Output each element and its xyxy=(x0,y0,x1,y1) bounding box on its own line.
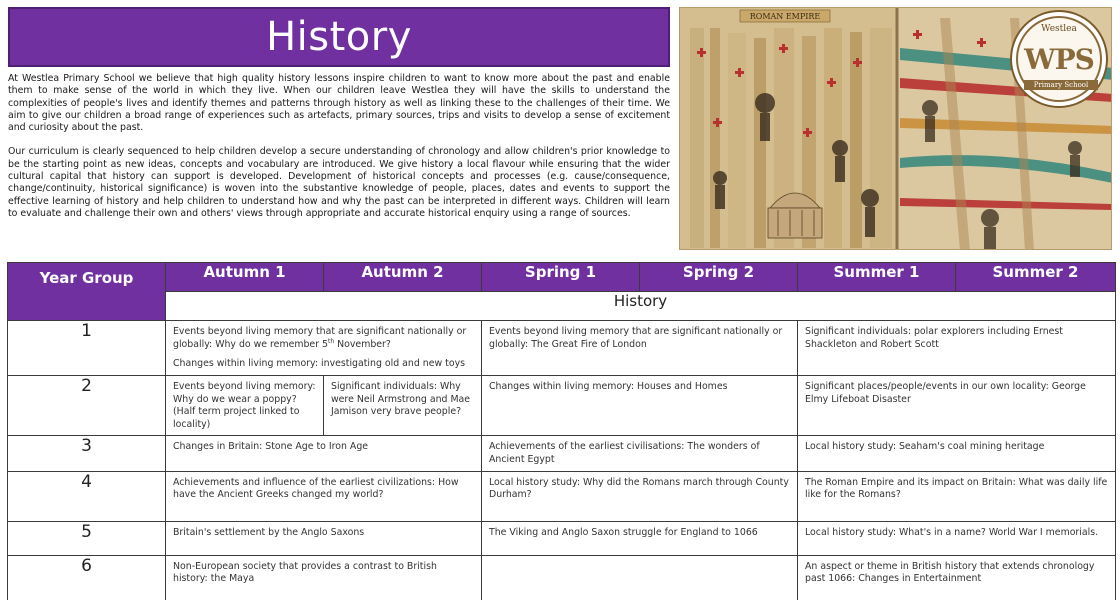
spring-cell: Events beyond living memory that are significant nationally or globally: The Great Fire of London xyxy=(482,321,798,376)
header-year-group: Year Group xyxy=(8,263,166,321)
autumn-2-cell: Significant individuals: Why were Neil Armstrong and Mae Jamison very brave people? xyxy=(324,376,482,436)
spring-cell: Changes within living memory: Houses and Homes xyxy=(482,376,798,436)
table-row xyxy=(8,376,1116,436)
table-row xyxy=(8,555,1116,600)
summer-cell: Local history study: What's in a name? World War I memorials. xyxy=(798,521,1116,555)
spring-cell: Achievements of the earliest civilisations: The wonders of Ancient Egypt xyxy=(482,436,798,471)
logo-main-text: WPS xyxy=(1024,42,1094,76)
autumn-topic-2: Changes within living memory: investigating old and new toys xyxy=(173,358,466,370)
table-row xyxy=(8,471,1116,521)
spring-cell: The Viking and Anglo Saxon struggle for England to 1066 xyxy=(482,521,798,555)
autumn-cell: Non-European society that provides a contrast to British history: the Maya xyxy=(166,555,482,600)
header-spring-1: Spring 1 xyxy=(482,263,640,292)
school-logo xyxy=(1010,10,1108,108)
table-row xyxy=(8,436,1116,471)
autumn-topic-1 xyxy=(173,326,474,351)
year-cell: 2 xyxy=(8,376,166,436)
intro-paragraph-2: Our curriculum is clearly sequenced to help children develop a secure understanding of chronology and allow children's prior knowledge to be the starting point as new ideas, concepts and vocabulary are introduced. We give history a local flavour while ensuring that the wider cultural capital that history can support is developed. Development of historical concepts and processes (e.g. cause/consequence, change/continuity, historical significance) is woven into the substantive knowledge of people, places, dates and events to support the effective learning of history and help children to understand how and why the past can be interpreted in different ways. Children will learn to evaluate and challenge their own and others' views through appropriate and accurate historical enquiry using a range of sources. xyxy=(8,146,670,219)
page-title-banner xyxy=(8,7,670,67)
summer-cell: Significant places/people/events in our own locality: George Elmy Lifeboat Disaster xyxy=(798,376,1116,436)
header-summer-1: Summer 1 xyxy=(798,263,956,292)
header-autumn-2: Autumn 2 xyxy=(324,263,482,292)
autumn-cell: Achievements and influence of the earliest civilizations: How have the Ancient Greeks changed my world? xyxy=(166,471,482,521)
page-title: History xyxy=(266,14,412,60)
autumn-topic-1-end: November? xyxy=(334,338,391,350)
header-autumn-1: Autumn 1 xyxy=(166,263,324,292)
year-cell: 3 xyxy=(8,436,166,471)
header-summer-2: Summer 2 xyxy=(956,263,1116,292)
curriculum-table xyxy=(7,262,1116,600)
school-logo-emblem xyxy=(1016,16,1102,102)
subject-row xyxy=(8,292,1116,321)
year-cell: 4 xyxy=(8,471,166,521)
year-cell: 1 xyxy=(8,321,166,376)
autumn-cell xyxy=(166,321,482,376)
summer-cell: The Roman Empire and its impact on Britain: What was daily life like for the Romans? xyxy=(798,471,1116,521)
intro-text xyxy=(8,73,670,232)
table-row xyxy=(8,521,1116,555)
autumn-cell: Britain's settlement by the Anglo Saxons xyxy=(166,521,482,555)
year-cell: 6 xyxy=(8,555,166,600)
summer-cell: An aspect or theme in British history that extends chronology past 1066: Changes in Entertainment xyxy=(798,555,1116,600)
autumn-topic-1-sup: th xyxy=(328,337,335,345)
logo-bottom-text: Primary School xyxy=(1024,80,1098,90)
logo-top-text: Westlea xyxy=(1041,24,1077,34)
hero-banner-text: ROMAN EMPIRE xyxy=(749,12,821,21)
autumn-1-cell: Events beyond living memory: Why do we wear a poppy? (Half term project linked to locality) xyxy=(166,376,324,436)
spring-cell xyxy=(482,555,798,600)
summer-cell: Significant individuals: polar explorers including Ernest Shackleton and Robert Scott xyxy=(798,321,1116,376)
subject-label: History xyxy=(166,292,1116,321)
table-row xyxy=(8,321,1116,376)
year-cell: 5 xyxy=(8,521,166,555)
spring-cell: Local history study: Why did the Romans march through County Durham? xyxy=(482,471,798,521)
autumn-cell: Changes in Britain: Stone Age to Iron Age xyxy=(166,436,482,471)
autumn-topic-1-text: Events beyond living memory that are significant nationally or globally: Why do we remember 5 xyxy=(173,326,467,350)
summer-cell: Local history study: Seaham's coal mining heritage xyxy=(798,436,1116,471)
intro-paragraph-1: At Westlea Primary School we believe that high quality history lessons inspire children to want to know more about the past and enable them to make sense of the world in which they live. When our children leave Westlea they will have the skills to understand the complexities of people's lives and identify themes and patterns through history as well as linking these to the challenges of their time. We aim to give our children a broad range of experiences such as artefacts, primary sources, trips and visits to develop a sense of excitement and curiosity about the past. xyxy=(8,73,670,134)
table-header-row xyxy=(8,263,1116,292)
header-spring-2: Spring 2 xyxy=(640,263,798,292)
